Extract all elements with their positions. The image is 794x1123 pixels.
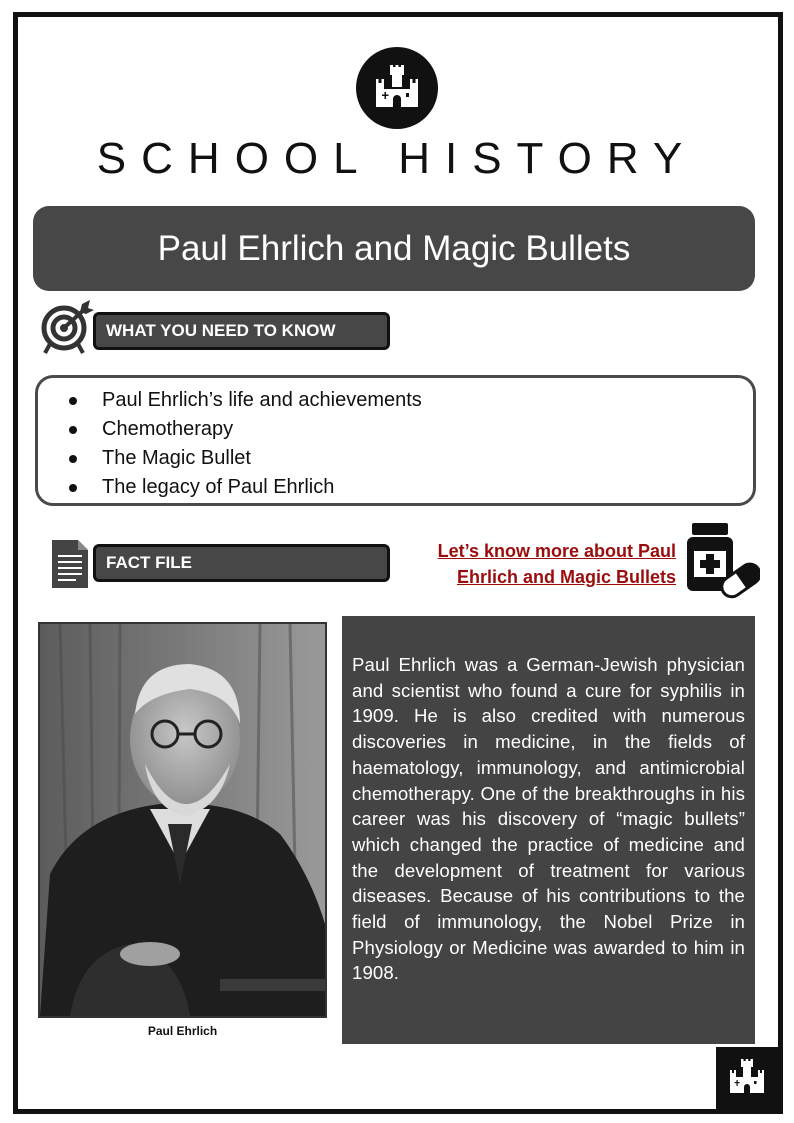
medicine-icon bbox=[684, 521, 760, 601]
fact-description: Paul Ehrlich was a German-Jewish physician and scientist who found a cure for syphilis in 1909. He is also credited with numerous discoveries in medicine, in the fields of haematology, immunology, and antimicrobial chemotherapy. One of the breakthroughs in his career was his discovery of “magic bullets” which changed the practice of medicine and the development of treatment for various diseases. Because of his contributions to the field of immunology, the Nobel Prize in Physiology or Medicine was awarded to him in 1908. bbox=[352, 654, 745, 984]
document-icon bbox=[50, 538, 90, 590]
fact-file-label bbox=[93, 544, 390, 582]
page-title bbox=[33, 206, 755, 291]
topics-list bbox=[35, 375, 756, 506]
target-icon bbox=[40, 298, 96, 356]
learn-more-link[interactable]: Let’s know more about Paul Ehrlich and Magic Bullets bbox=[437, 541, 676, 587]
fact-description-box bbox=[342, 616, 755, 1044]
fact-file-label-text: FACT FILE bbox=[106, 553, 192, 572]
castle-icon bbox=[356, 47, 438, 129]
list-item: Chemotherapy bbox=[102, 415, 753, 444]
need-to-know-label bbox=[93, 312, 390, 350]
portrait-photo bbox=[38, 622, 327, 1018]
need-to-know-label-text: WHAT YOU NEED TO KNOW bbox=[106, 321, 336, 340]
page-title-text: Paul Ehrlich and Magic Bullets bbox=[157, 228, 631, 268]
list-item: The legacy of Paul Ehrlich bbox=[102, 473, 753, 502]
list-item: Paul Ehrlich’s life and achievements bbox=[102, 386, 753, 415]
list-item: The Magic Bullet bbox=[102, 444, 753, 473]
brand-name: SCHOOL HISTORY bbox=[96, 134, 698, 183]
castle-icon bbox=[716, 1047, 778, 1109]
photo-caption: Paul Ehrlich bbox=[147, 1024, 218, 1038]
